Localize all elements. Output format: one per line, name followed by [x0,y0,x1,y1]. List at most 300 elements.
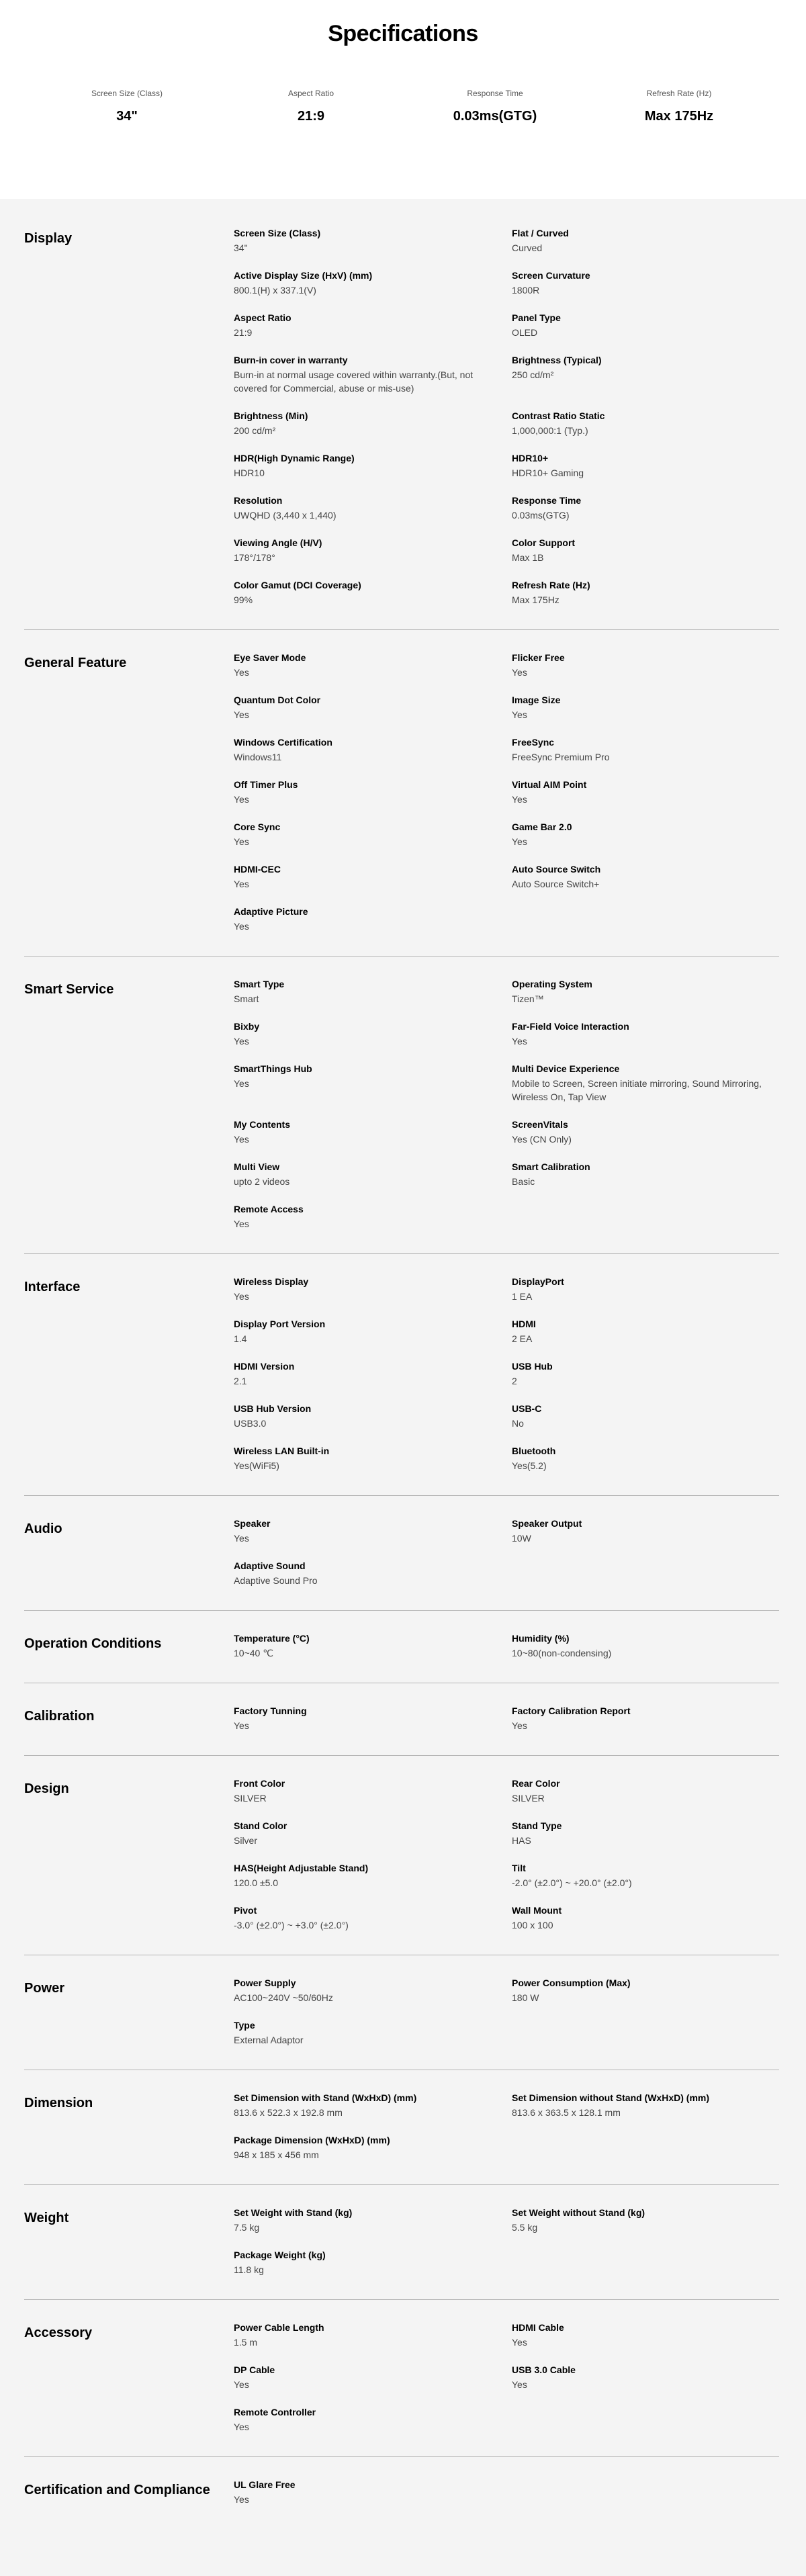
spec-value: 200 cd/m² [234,425,276,436]
spec-item [512,821,779,863]
spec-item [512,863,779,905]
spec-value: 180 W [512,1992,539,2003]
spec-item [234,1360,512,1403]
key-spec-refresh-rate-hz [587,87,771,125]
spec-label: USB 3.0 Cable [512,2364,576,2375]
spec-label: Adaptive Picture [234,906,308,917]
spec-item [512,652,779,694]
spec-value: Yes [512,2379,527,2390]
spec-label: Factory Calibration Report [512,1705,631,1716]
spec-grid [234,2092,779,2176]
spec-value: 1,000,000:1 (Typ.) [512,425,588,436]
spec-label: Resolution [234,495,283,506]
spec-grid [234,1632,779,1675]
section-title: Audio [24,1521,62,1536]
spec-item [512,2207,779,2249]
spec-label: FreeSync [512,737,555,748]
spec-value: Yes [234,1218,249,1229]
spec-label: Wireless Display [234,1276,309,1287]
spec-value: SILVER [234,1793,267,1804]
spec-label: Burn-in cover in warranty [234,355,348,365]
spec-label: HAS(Height Adjustable Stand) [234,1863,369,1873]
spec-label: Pivot [234,1905,257,1916]
key-spec-screen-size-class [35,87,219,125]
spec-value: 1800R [512,285,540,296]
spec-value: Auto Source Switch+ [512,879,600,889]
spec-item [234,905,512,948]
spec-section-dimension [24,2070,779,2185]
spec-item [512,354,779,410]
spec-value: Yes [512,794,527,805]
spec-item [234,1560,512,1602]
spec-value: Yes [234,921,249,932]
spec-item [234,1777,512,1820]
spec-value: No [512,1418,524,1429]
section-title: General Feature [24,656,127,670]
spec-label: Smart Calibration [512,1161,590,1172]
spec-value: 178°/178° [234,552,275,563]
spec-value: 800.1(H) x 337.1(V) [234,285,316,296]
spec-value: 10W [512,1533,531,1544]
key-spec-value: 34" [116,109,138,124]
spec-grid [234,2479,779,2521]
spec-item [234,1118,512,1161]
spec-item [234,579,512,621]
spec-value: 2.1 [234,1376,247,1386]
spec-value: Yes [234,709,249,720]
spec-item [234,694,512,736]
spec-item [512,1705,779,1747]
spec-section-certification-and-compliance [24,2457,779,2529]
spec-label: Virtual AIM Point [512,779,587,790]
section-title: Dimension [24,2096,93,2111]
spec-label: Quantum Dot Color [234,695,321,705]
spec-item [512,494,779,537]
spec-label: Speaker [234,1518,271,1529]
spec-label: Rear Color [512,1778,560,1789]
spec-item [234,1318,512,1360]
spec-label: Color Gamut (DCI Coverage) [234,580,361,590]
spec-value: 813.6 x 363.5 x 128.1 mm [512,2107,621,2118]
spec-label: Off Timer Plus [234,779,298,790]
spec-label: Temperature (°C) [234,1633,310,1644]
spec-item [234,1161,512,1203]
section-title: Smart Service [24,982,114,997]
spec-label: Bluetooth [512,1446,556,1456]
spec-value: HDR10 [234,468,265,478]
spec-value: Curved [512,242,543,253]
spec-value: 2 [512,1376,517,1386]
spec-item [234,1862,512,1904]
spec-value: Adaptive Sound Pro [234,1575,318,1586]
spec-value: 99% [234,594,253,605]
spec-section-audio [24,1496,779,1611]
spec-item [234,1403,512,1445]
spec-value: upto 2 videos [234,1176,290,1187]
spec-label: Power Cable Length [234,2322,324,2333]
spec-value: Yes [234,879,249,889]
spec-section-display [24,218,779,630]
spec-item [234,1977,512,2019]
spec-value: Yes [234,667,249,678]
spec-label: Speaker Output [512,1518,582,1529]
spec-grid [234,1276,779,1487]
page-title: Specifications [328,21,478,46]
spec-item [234,494,512,537]
spec-value: Smart [234,993,259,1004]
spec-label: Set Dimension with Stand (WxHxD) (mm) [234,2092,417,2103]
spec-label: Refresh Rate (Hz) [512,580,590,590]
spec-item [234,1445,512,1487]
spec-grid [234,2207,779,2291]
spec-item [234,1063,512,1118]
spec-label: USB Hub Version [234,1403,312,1414]
spec-label: Contrast Ratio Static [512,410,605,421]
spec-label: Aspect Ratio [234,312,292,323]
spec-label: Flicker Free [512,652,565,663]
key-specs-row [0,87,806,125]
spec-label: Package Weight (kg) [234,2250,326,2260]
spec-item [234,652,512,694]
spec-label: Windows Certification [234,737,332,748]
spec-grid [234,1517,779,1602]
spec-item [234,410,512,452]
spec-value: Yes [234,1036,249,1047]
spec-value: 21:9 [234,327,253,338]
spec-item [512,1118,779,1161]
spec-label: Front Color [234,1778,285,1789]
spec-item [512,1820,779,1862]
spec-label: Power Supply [234,1978,296,1988]
spec-item [234,312,512,354]
spec-value: 120.0 ±5.0 [234,1877,279,1888]
spec-section-power [24,1955,779,2070]
spec-value: 0.03ms(GTG) [512,510,570,521]
spec-label: Color Support [512,537,576,548]
spec-grid [234,1977,779,2061]
spec-label: ScreenVitals [512,1119,568,1130]
spec-item [512,1020,779,1063]
spec-label: Screen Size (Class) [234,228,321,238]
spec-item [234,978,512,1020]
spec-item [234,1203,512,1245]
spec-label: HDMI [512,1319,536,1329]
spec-value: Yes [234,1720,249,1731]
spec-label: Core Sync [234,821,281,832]
spec-label: Panel Type [512,312,561,323]
spec-value: Yes [512,1036,527,1047]
spec-item [234,1276,512,1318]
spec-value: Yes [234,2494,249,2505]
spec-value: 11.8 kg [234,2264,264,2275]
spec-label: Game Bar 2.0 [512,821,572,832]
spec-label: Multi View [234,1161,280,1172]
spec-item [234,1820,512,1862]
spec-value: Yes [234,794,249,805]
spec-label: Operating System [512,979,592,989]
section-title: Operation Conditions [24,1636,162,1651]
spec-item [512,227,779,269]
spec-item [512,410,779,452]
spec-value: -3.0° (±2.0°) ~ +3.0° (±2.0°) [234,1920,349,1930]
spec-label: Set Weight without Stand (kg) [512,2207,645,2218]
spec-value: Yes (CN Only) [512,1134,572,1145]
key-spec-label: Aspect Ratio [287,89,334,98]
spec-label: HDR(High Dynamic Range) [234,453,355,463]
spec-value: 10~80(non-condensing) [512,1648,612,1658]
spec-section-weight [24,2185,779,2300]
spec-item [234,452,512,494]
spec-label: Image Size [512,695,561,705]
spec-item [234,736,512,779]
spec-value: Windows11 [234,752,282,762]
section-title: Display [24,231,73,246]
spec-label: Set Weight with Stand (kg) [234,2207,353,2218]
spec-item [512,779,779,821]
spec-value: 1 EA [512,1291,533,1302]
spec-label: Adaptive Sound [234,1560,306,1571]
spec-value: Yes [234,2379,249,2390]
spec-label: SmartThings Hub [234,1063,312,1074]
spec-label: Brightness (Min) [234,410,308,421]
spec-section-smart-service [24,957,779,1254]
spec-value: Yes [234,1078,249,1089]
spec-value: 813.6 x 522.3 x 192.8 mm [234,2107,343,2118]
key-spec-value: 21:9 [297,109,325,124]
spec-item [512,1777,779,1820]
spec-item [234,2207,512,2249]
spec-label: Power Consumption (Max) [512,1978,631,1988]
spec-label: Active Display Size (HxV) (mm) [234,270,373,281]
spec-value: 1.4 [234,1333,247,1344]
spec-value: 100 x 100 [512,1920,553,1930]
spec-value: 1.5 m [234,2337,258,2348]
spec-label: HDMI Version [234,1361,295,1372]
spec-label: Remote Access [234,1204,304,1214]
spec-label: Bixby [234,1021,260,1032]
spec-item [234,821,512,863]
specs-list [0,199,806,2576]
spec-item [234,863,512,905]
spec-item [512,269,779,312]
spec-value: -2.0° (±2.0°) ~ +20.0° (±2.0°) [512,1877,632,1888]
spec-value: 250 cd/m² [512,369,554,380]
spec-label: Response Time [512,495,582,506]
key-spec-label: Response Time [467,89,523,98]
spec-item [234,2479,512,2521]
spec-label: Humidity (%) [512,1633,570,1644]
spec-section-operation-conditions [24,1611,779,1683]
spec-item [512,978,779,1020]
spec-item [512,1904,779,1947]
spec-label: Flat / Curved [512,228,569,238]
spec-item [234,1020,512,1063]
spec-value: External Adaptor [234,2035,304,2045]
spec-value: Yes [234,1291,249,1302]
spec-value: OLED [512,327,538,338]
spec-label: Multi Device Experience [512,1063,620,1074]
spec-label: Wall Mount [512,1905,562,1916]
key-spec-value: 0.03ms(GTG) [453,109,537,124]
spec-label: UL Glare Free [234,2479,296,2490]
spec-item [512,452,779,494]
spec-item [512,2364,779,2406]
spec-label: Tilt [512,1863,526,1873]
spec-value: 5.5 kg [512,2222,538,2233]
spec-item [234,227,512,269]
spec-item [512,312,779,354]
section-title: Interface [24,1280,81,1294]
spec-item [512,1318,779,1360]
spec-item [234,1632,512,1675]
spec-value: Yes [512,709,527,720]
spec-label: Viewing Angle (H/V) [234,537,322,548]
spec-section-calibration [24,1683,779,1756]
spec-item [234,2406,512,2448]
spec-item [234,2321,512,2364]
spec-label: Stand Color [234,1820,287,1831]
spec-label: HDMI Cable [512,2322,564,2333]
spec-value: Yes [512,1720,527,1731]
spec-label: DP Cable [234,2364,275,2375]
spec-label: Display Port Version [234,1319,326,1329]
spec-grid [234,1705,779,1747]
spec-value: Yes [512,667,527,678]
spec-label: Set Dimension without Stand (WxHxD) (mm) [512,2092,709,2103]
spec-label: Smart Type [234,979,285,989]
spec-label: Package Dimension (WxHxD) (mm) [234,2135,390,2145]
spec-label: USB-C [512,1403,542,1414]
spec-item [512,2321,779,2364]
section-title: Power [24,1981,65,1996]
spec-item [512,579,779,621]
spec-section-accessory [24,2300,779,2457]
spec-item [512,1445,779,1487]
spec-value: Yes [234,2422,249,2432]
spec-value: Yes(5.2) [512,1460,547,1471]
spec-value: 2 EA [512,1333,533,1344]
spec-label: Remote Controller [234,2407,316,2417]
spec-value: Max 1B [512,552,544,563]
spec-value: AC100~240V ~50/60Hz [234,1992,333,2003]
spec-item [234,779,512,821]
spec-value: Yes [234,1134,249,1145]
spec-grid [234,978,779,1245]
spec-item [512,1360,779,1403]
spec-item [234,354,512,410]
spec-item [512,1632,779,1675]
spec-label: DisplayPort [512,1276,564,1287]
specs-header [0,0,806,199]
spec-label: HDMI-CEC [234,864,281,875]
key-spec-aspect-ratio [219,87,403,125]
spec-section-interface [24,1254,779,1496]
spec-item [234,269,512,312]
spec-item [512,2092,779,2134]
spec-value: Silver [234,1835,258,1846]
spec-item [234,2249,512,2291]
spec-item [234,1705,512,1747]
spec-value: HDR10+ Gaming [512,468,584,478]
spec-item [234,2019,512,2061]
key-spec-value: Max 175Hz [644,109,714,124]
key-spec-label: Refresh Rate (Hz) [646,89,712,98]
spec-value: Yes [512,2337,527,2348]
spec-label: Brightness (Typical) [512,355,602,365]
section-title: Accessory [24,2325,93,2340]
spec-value: Max 175Hz [512,594,559,605]
spec-label: Stand Type [512,1820,562,1831]
spec-value: 10~40 ℃ [234,1648,273,1658]
spec-item [234,2364,512,2406]
key-spec-label: Screen Size (Class) [91,89,163,98]
spec-value: FreeSync Premium Pro [512,752,610,762]
spec-item [512,694,779,736]
spec-value: Yes [234,1533,249,1544]
spec-grid [234,2321,779,2448]
key-spec-response-time [403,87,587,125]
spec-value: USB3.0 [234,1418,267,1429]
spec-grid [234,1777,779,1947]
spec-item [512,1063,779,1118]
spec-item [234,2134,512,2176]
section-title: Design [24,1781,69,1796]
spec-label: My Contents [234,1119,290,1130]
spec-value: HAS [512,1835,531,1846]
spec-value: 34" [234,242,248,253]
spec-item [512,1276,779,1318]
spec-grid [234,652,779,948]
spec-item [234,1904,512,1947]
spec-section-design [24,1756,779,1955]
spec-grid [234,227,779,621]
spec-value: Tizen™ [512,993,544,1004]
spec-label: HDR10+ [512,453,549,463]
spec-label: Wireless LAN Built-in [234,1446,330,1456]
spec-value: 7.5 kg [234,2222,260,2233]
spec-label: USB Hub [512,1361,553,1372]
spec-value: Yes(WiFi5) [234,1460,279,1471]
spec-value: 948 x 185 x 456 mm [234,2149,319,2160]
spec-item [512,1517,779,1560]
section-title: Weight [24,2211,69,2225]
spec-label: Screen Curvature [512,270,590,281]
spec-item [512,736,779,779]
spec-label: Type [234,2020,255,2031]
spec-item [512,1977,779,2019]
spec-value: Mobile to Screen, Screen initiate mirroring, Sound Mirroring, Wireless On, Tap View [512,1078,762,1102]
spec-section-general-feature [24,630,779,957]
spec-item [512,537,779,579]
spec-value: Yes [512,836,527,847]
spec-item [234,1517,512,1560]
spec-value: Yes [234,836,249,847]
spec-value: Basic [512,1176,535,1187]
spec-label: Auto Source Switch [512,864,601,875]
spec-label: Eye Saver Mode [234,652,306,663]
spec-item [512,1403,779,1445]
section-title: Certification and Compliance [24,2483,210,2497]
spec-value: SILVER [512,1793,545,1804]
spec-item [512,1161,779,1203]
spec-value: UWQHD (3,440 x 1,440) [234,510,337,521]
spec-item [512,1862,779,1904]
section-title: Calibration [24,1709,95,1724]
spec-label: Far-Field Voice Interaction [512,1021,629,1032]
spec-label: Factory Tunning [234,1705,307,1716]
spec-item [234,537,512,579]
spec-item [234,2092,512,2134]
